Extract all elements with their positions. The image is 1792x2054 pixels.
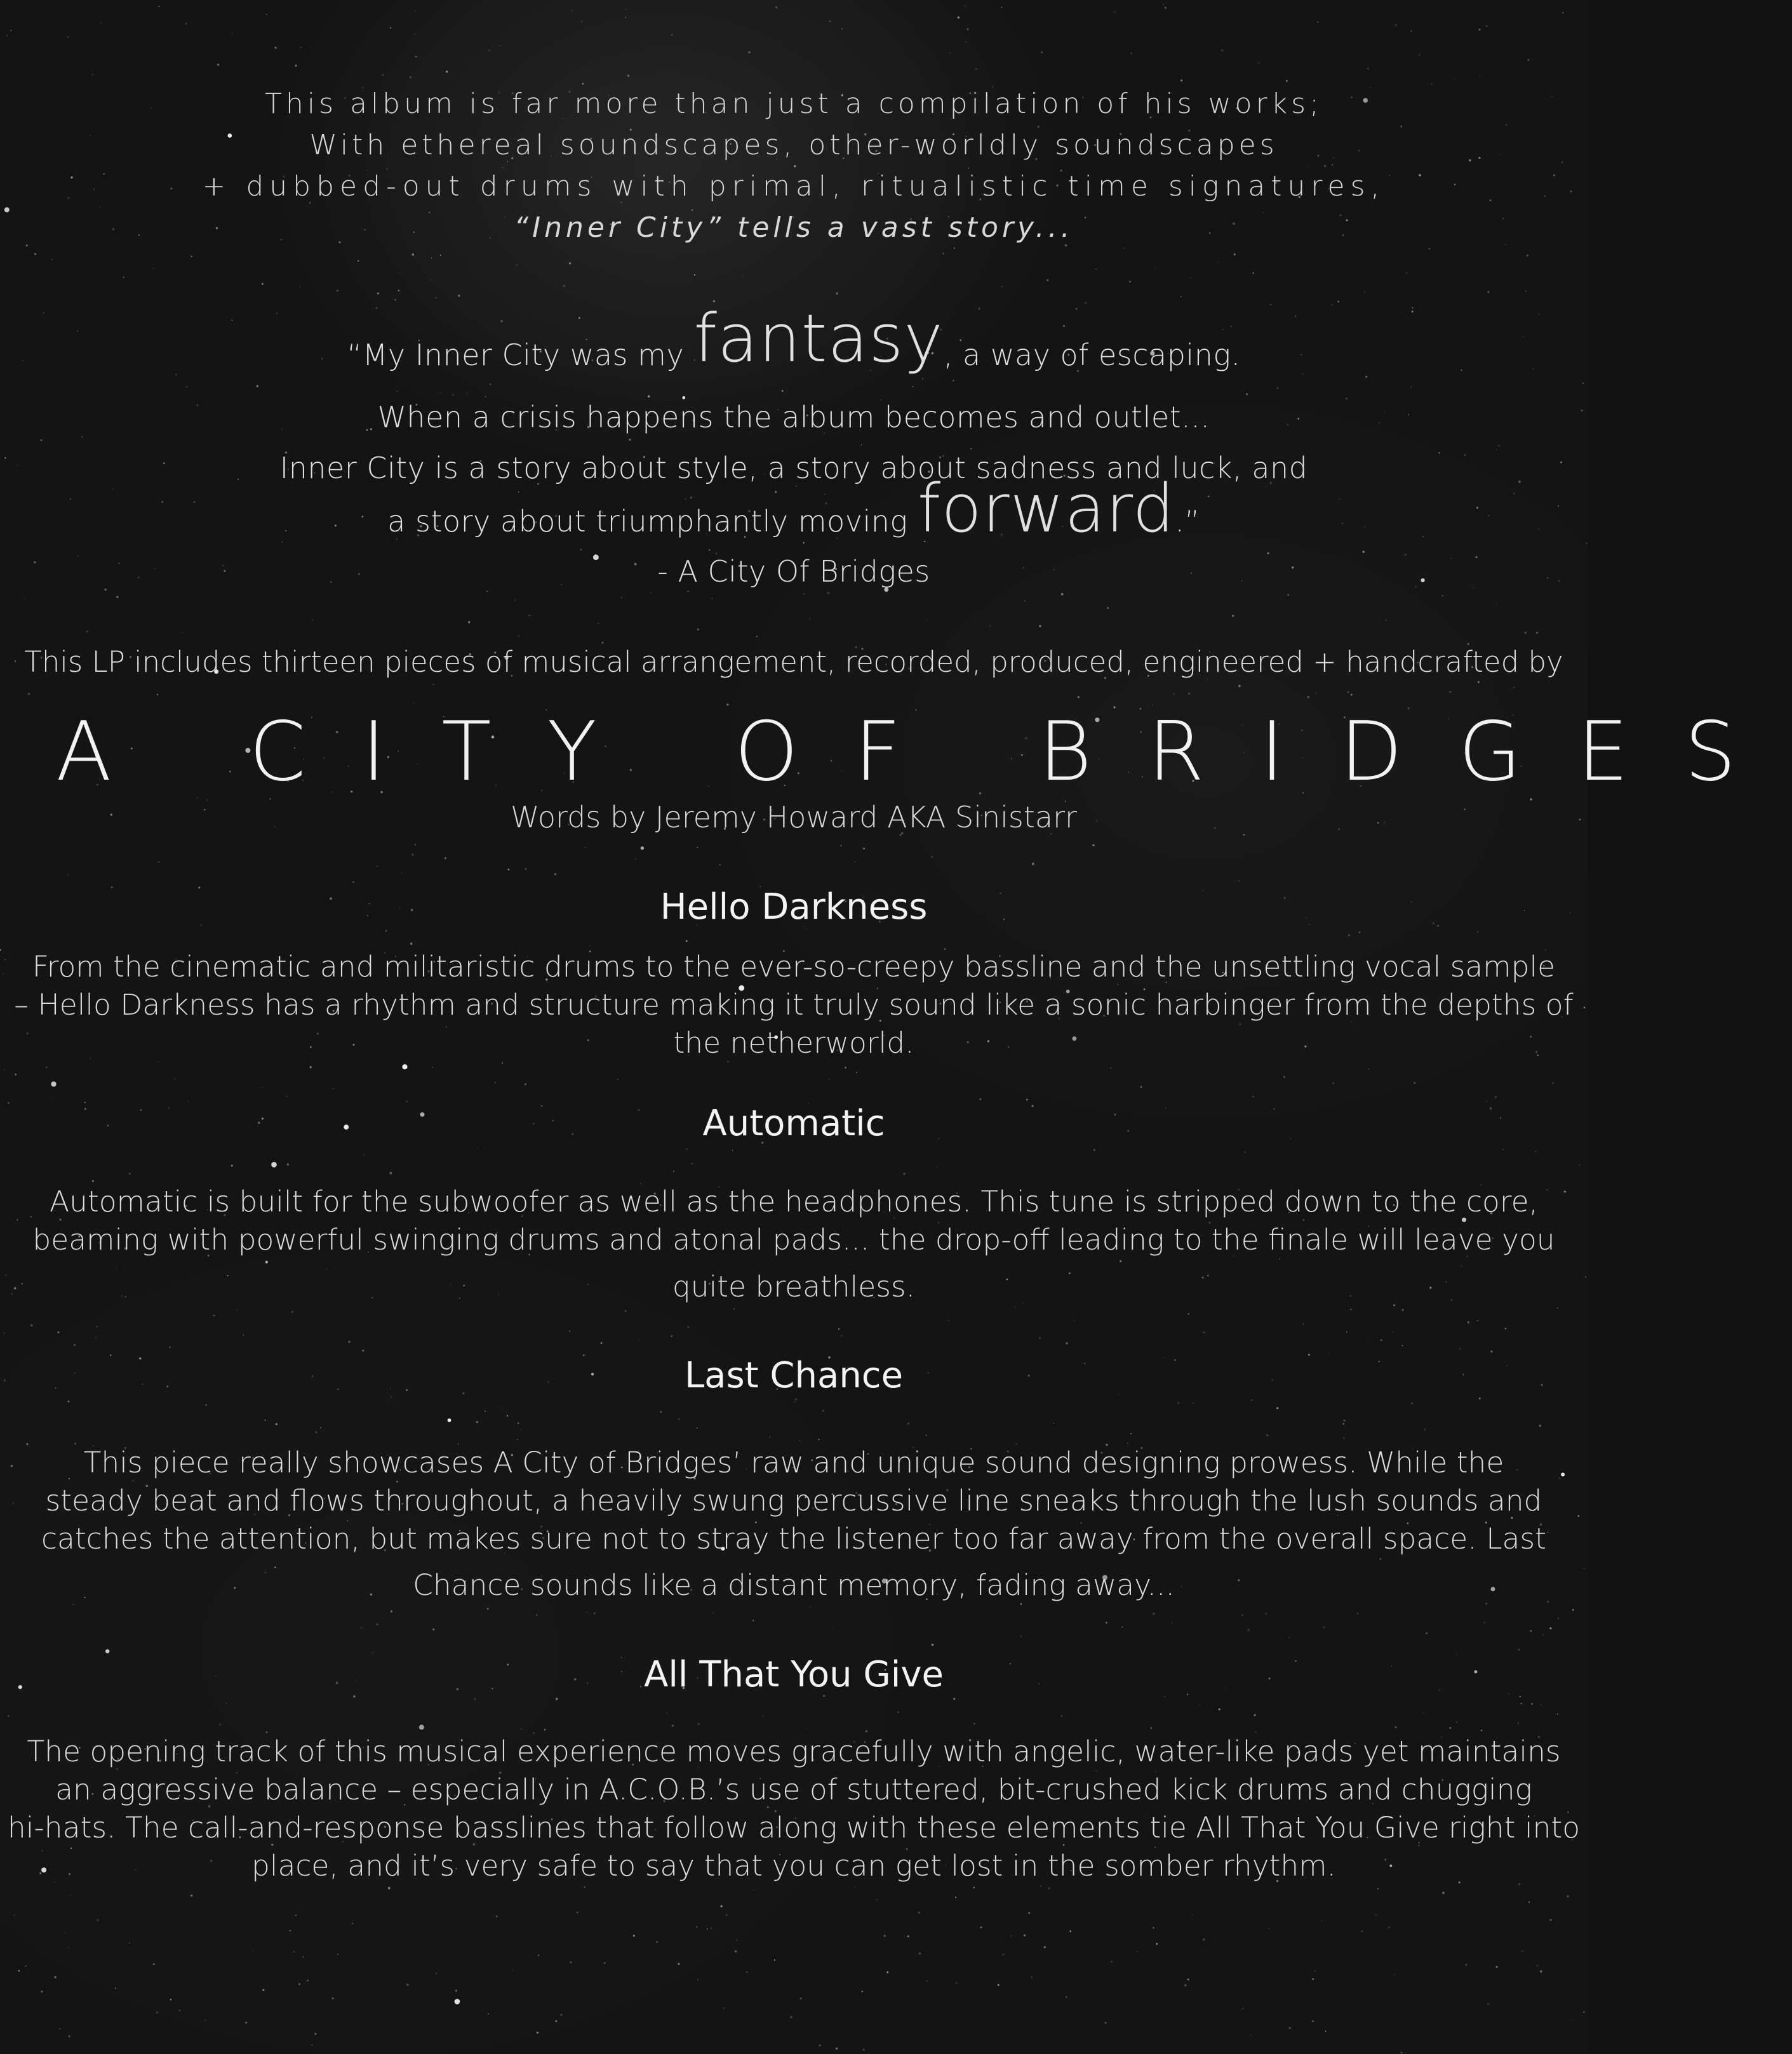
quote-line-3: Inner City is a story about style, a story about sadness and luck, and — [279, 451, 1308, 485]
track-description-line: Chance sounds like a distant memory, fading away... — [413, 1568, 1175, 1602]
lead-sentence: This LP includes thirteen pieces of musical arrangement, recorded, produced, engineered + handcrafted by — [24, 645, 1563, 679]
intro-line-4: “Inner City” tells a vast story... — [514, 211, 1074, 244]
quote-line-4-start: a story about triumphantly moving — [387, 504, 908, 538]
track-description-line: quite breathless. — [672, 1270, 916, 1304]
quote-line-1 — [0, 300, 1588, 381]
intro-line-1: This album is far more than just a compilation of his works; — [265, 88, 1323, 120]
track-description-line: Automatic is built for the subwoofer as well as the headphones. This tune is stripped down to the core, — [49, 1185, 1539, 1218]
track-title-automatic: Automatic — [702, 1103, 885, 1144]
track-description-line: From the cinematic and militaristic drums to the ever-so-creepy bassline and the unsettling vocal sample — [32, 950, 1556, 984]
intro-line-3: + dubbed-out drums with primal, ritualistic time signatures, — [202, 170, 1386, 203]
quote-line-2: When a crisis happens the album becomes and outlet... — [377, 400, 1210, 434]
track-description-line: – Hello Darkness has a rhythm and structure making it truly sound like a sonic harbinger from the depths of — [14, 988, 1574, 1022]
track-title-hello-darkness: Hello Darkness — [660, 886, 928, 928]
track-description-line: This piece really showcases A City of Bridges’ raw and unique sound designing prowess. While the — [83, 1446, 1504, 1479]
track-title-all-that-you-give: All That You Give — [644, 1654, 944, 1695]
track-description-line: steady beat and flows throughout, a heavily swung percussive line sneaks through the lush sounds and — [45, 1484, 1542, 1517]
words-credit: Words by Jeremy Howard AKA Sinistarr — [511, 800, 1077, 834]
quote-line-1-start: “My Inner City was my — [347, 338, 685, 372]
quote-emphasis-forward: forward — [917, 470, 1175, 547]
track-description-line: The opening track of this musical experience moves gracefully with angelic, water-like pads yet maintains — [27, 1735, 1561, 1768]
track-description-line: place, and it’s very safe to say that you can get lost in the somber rhythm. — [251, 1849, 1337, 1883]
track-description-line: an aggressive balance – especially in A.C.O.B.’s use of stuttered, bit-crushed kick drums and chugging — [55, 1773, 1532, 1806]
quote-line-4 — [0, 470, 1588, 547]
quote-attribution: - A City Of Bridges — [657, 554, 930, 589]
quote-line-1-end: , a way of escaping. — [943, 338, 1241, 372]
track-description-line: the netherworld. — [673, 1026, 914, 1060]
quote-emphasis-fantasy: fantasy — [693, 300, 944, 377]
track-description-line: catches the attention, but makes sure not to stray the listener too far away from the overall space. Last — [41, 1522, 1546, 1556]
artist-title: A CITY OF BRIDGES — [56, 705, 1792, 799]
track-title-last-chance: Last Chance — [684, 1355, 904, 1396]
track-description-line: hi-hats. The call-and-response basslines that follow along with these elements tie All That You Give right into — [7, 1811, 1581, 1844]
quote-line-4-end: .” — [1175, 504, 1200, 538]
track-description-line: beaming with powerful swinging drums and atonal pads... the drop-off leading to the finale will leave you — [32, 1223, 1555, 1257]
intro-line-2: With ethereal soundscapes, other-worldly soundscapes — [309, 129, 1278, 161]
